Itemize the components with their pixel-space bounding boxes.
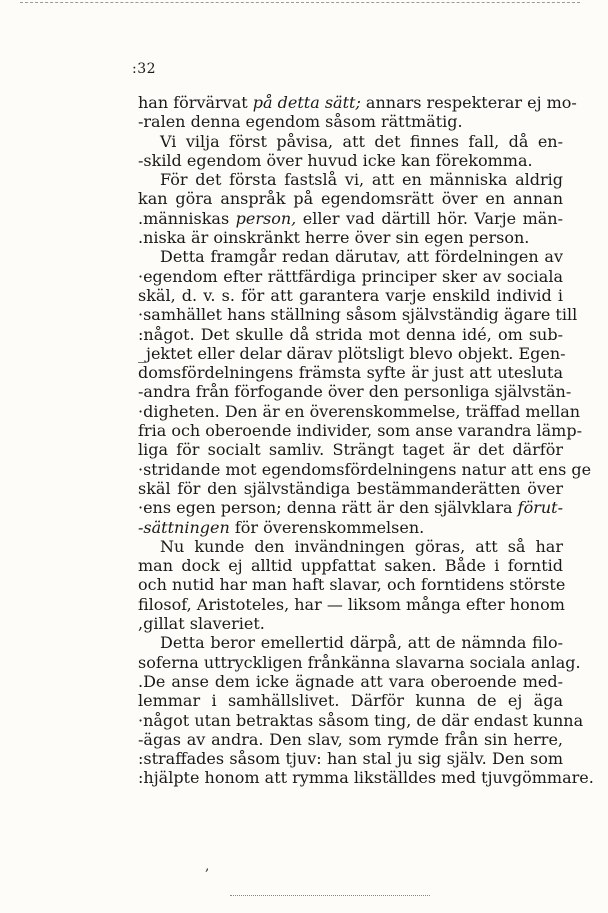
text-run: ·stridande mot egendomsfördelningens natur att ens ge [138,459,592,479]
text-run: :hjälpte honom att rymma likställdes med tjuvgömmare. [138,768,594,788]
text-run: Detta beror emellertid därpå, att de nämnda filo- [160,633,563,653]
text-line [138,575,566,595]
text-run: kan göra anspråk på egendomsrätt över en annan [138,189,563,209]
text-line [138,286,563,305]
text-line [138,614,563,633]
text-run: soferna uttryckligen frånkänna slavarna sociala anlag. [138,652,581,672]
text-run: För det första fastslå vi, att en människa aldrig [160,170,563,190]
text-line [138,325,563,344]
text-run: Nu kunde den invändningen göras, att så har [160,536,563,556]
text-line [138,209,563,228]
text-run: man dock ej alltid uppfattat saken. Både i forntid [138,556,563,576]
italic-text: på detta sätt; [252,93,361,112]
text-run: fria och oberoende individer, som anse varandra lämp- [138,421,582,441]
text-line [138,768,594,788]
text-run: eller vad därtill hör. Varje män- [296,208,563,228]
text-run: -ägas av andra. Den slav, som rymde från sin herre, [138,729,563,749]
top-page-edge-rule [20,2,580,4]
text-run: ·något utan betraktas såsom ting, de där endast kunna [138,710,584,730]
text-run: -skild egendom över huvud icke kan förekomma. [138,150,533,170]
text-run: skäl för den självständiga bestämmanderätten över [138,478,563,498]
text-line [138,652,581,672]
text-run: Vi vilja först påvisa, att det finnes fall, då en- [160,131,563,151]
text-line [138,633,563,652]
text-run: för överenskommelsen. [229,517,425,537]
text-run: -andra från förfogande över den personliga självstän- [138,382,572,402]
text-line [138,537,563,556]
text-line [138,247,563,266]
page-number: :32 [132,61,157,77]
text-line [138,401,581,421]
text-run: ·samhället hans ställning såsom självständig ägare till [138,305,578,325]
text-line [138,382,572,402]
text-line [138,132,563,151]
text-line [138,710,584,730]
text-run: Detta framgår redan därutav, att fördelningen av [160,247,563,267]
text-line [138,343,566,363]
text-line [138,595,563,614]
text-line [138,672,563,691]
text-line [138,363,563,382]
text-run: :straffades såsom tjuv: han stal ju sig själv. Den som [138,749,563,769]
text-run: annars respekterar ej mo- [360,93,577,112]
text-run: ·digheten. Den är en överenskommelse, träffad mellan [138,401,581,421]
text-run: lemmar i samhällslivet. Därför kunna de ej äga [138,691,563,711]
text-line [138,305,578,325]
text-line [138,459,592,479]
text-run: ·egendom efter rättfärdiga principer sker av sociala [138,266,563,286]
bottom-page-marks [230,895,430,902]
italic-text: person, [235,208,297,228]
italic-text: -sättningen [138,517,230,537]
text-line [138,267,563,286]
text-line [138,421,582,441]
ink-speck: , [205,858,210,874]
text-line [138,749,563,768]
text-line [138,228,563,247]
text-run: liga för socialt samliv. Strängt taget är det därför [138,440,563,460]
text-line [138,556,563,575]
text-line [138,112,563,131]
text-line [138,170,563,189]
text-line [138,479,563,498]
text-line [138,730,563,749]
text-line [138,93,577,112]
text-line [138,440,563,459]
text-run: domsfördelningens främsta syfte är just att utesluta [138,363,563,383]
text-run: filosof, Aristoteles, har — liksom många efter honom [138,594,565,614]
text-run: han förvärvat [138,93,253,112]
text-run: och nutid har man haft slavar, och forntidens störste [138,575,566,595]
text-run: -ralen denna egendom såsom rättmätig. [138,112,463,132]
text-run: ,gillat slaveriet. [138,614,265,634]
italic-text: förut- [517,498,563,518]
text-run: .människas [138,208,236,228]
text-line [138,151,563,170]
body-text [138,93,594,788]
text-run: _jektet eller delar därav plötsligt blevo objekt. Egen- [138,343,566,363]
text-line [138,189,563,208]
text-run: ·ens egen person; denna rätt är den självklara [138,498,518,518]
text-line [138,498,563,517]
text-line [138,518,563,537]
text-run: skäl, d. v. s. för att garantera varje enskild individ i [138,285,563,305]
text-line [138,691,563,710]
text-run: :något. Det skulle då strida mot denna idé, om sub- [138,324,563,344]
text-run: .De anse dem icke ägnade att vara oberoende med- [138,671,563,691]
text-run: .niska är oinskränkt herre över sin egen person. [138,228,530,248]
